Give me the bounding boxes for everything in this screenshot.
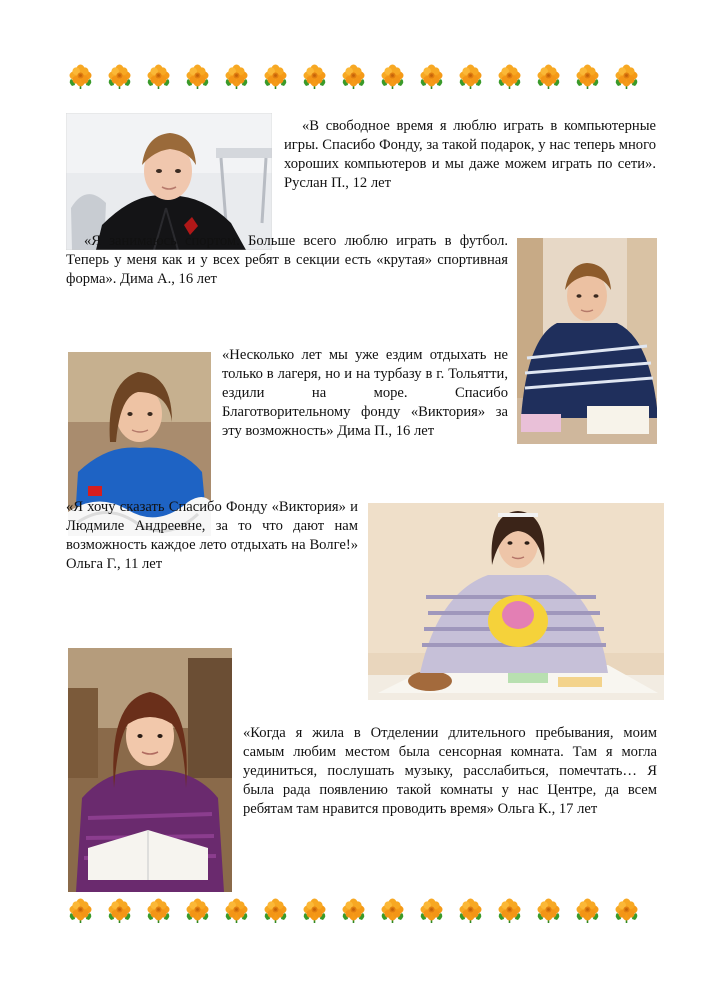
orange-flower-icon <box>66 898 95 924</box>
orange-flower-icon <box>144 898 173 924</box>
orange-flower-icon <box>456 898 485 924</box>
photo-girl-painting <box>368 503 664 700</box>
quote-ruslan: «В свободное время я люблю играть в компьютерные игры. Спасибо Фонду, за такой подарок, у нас теперь много хороших компьютеров и мы даже можем играть по сети». Руслан П., 12 лет <box>284 118 656 191</box>
orange-flower-icon <box>339 898 368 924</box>
orange-flower-icon <box>300 898 329 924</box>
orange-flower-icon <box>261 64 290 90</box>
photo-boy-black-hoodie <box>66 113 272 250</box>
orange-flower-icon <box>612 64 641 90</box>
orange-flower-icon <box>612 898 641 924</box>
quote-olga-g: «Я хочу сказать Спасибо Фонду «Виктория» и Людмиле Андреевне, за то что дают нам возможность каждое лето отдыхать на Волге!» Ольга Г., 11 лет <box>66 499 358 572</box>
orange-flower-icon <box>534 898 563 924</box>
orange-flower-icon <box>456 64 485 90</box>
orange-flower-icon <box>378 64 407 90</box>
orange-flower-icon <box>222 898 251 924</box>
photo-girl-with-book <box>68 648 232 892</box>
orange-flower-icon <box>339 64 368 90</box>
orange-flower-icon <box>144 64 173 90</box>
orange-flower-icon <box>222 64 251 90</box>
photo-boy-striped-jacket <box>517 238 657 444</box>
quote-olga-k: «Когда я жила в Отделении длительного пребывания, моим самым любим местом была сенсорная комната. Там я могла уединиться, послушать музыку, расслабиться, помечтать… Я была рада появлению такой комнаты у нас Центре, да всем ребятам там нравится проводить время» Ольга К., 17 лет <box>243 725 657 817</box>
orange-flower-icon <box>261 898 290 924</box>
orange-flower-icon <box>495 64 524 90</box>
orange-flower-icon <box>573 898 602 924</box>
bottom-flower-border <box>66 898 641 924</box>
orange-flower-icon <box>534 64 563 90</box>
orange-flower-icon <box>183 898 212 924</box>
orange-flower-icon <box>573 64 602 90</box>
orange-flower-icon <box>417 898 446 924</box>
orange-flower-icon <box>378 898 407 924</box>
orange-flower-icon <box>183 64 212 90</box>
orange-flower-icon <box>300 64 329 90</box>
orange-flower-icon <box>495 898 524 924</box>
orange-flower-icon <box>66 64 95 90</box>
orange-flower-icon <box>105 64 134 90</box>
orange-flower-icon <box>105 898 134 924</box>
top-flower-border <box>66 64 641 90</box>
quote-dima-p: «Несколько лет мы уже ездим отдыхать не только в лагеря, но и на турбазу в г. Тольятти, ездили на море. Спасибо Благотворительному фонду «Виктория» за эту возможность» Дима П., 16 лет <box>222 347 508 439</box>
orange-flower-icon <box>417 64 446 90</box>
quote-dima-a: «Я занимаюсь спортом. Больше всего люблю играть в футбол. Теперь у меня как и у всех ребят в секции есть «крутая» спортивная форма». Дима А., 16 лет <box>66 233 508 287</box>
